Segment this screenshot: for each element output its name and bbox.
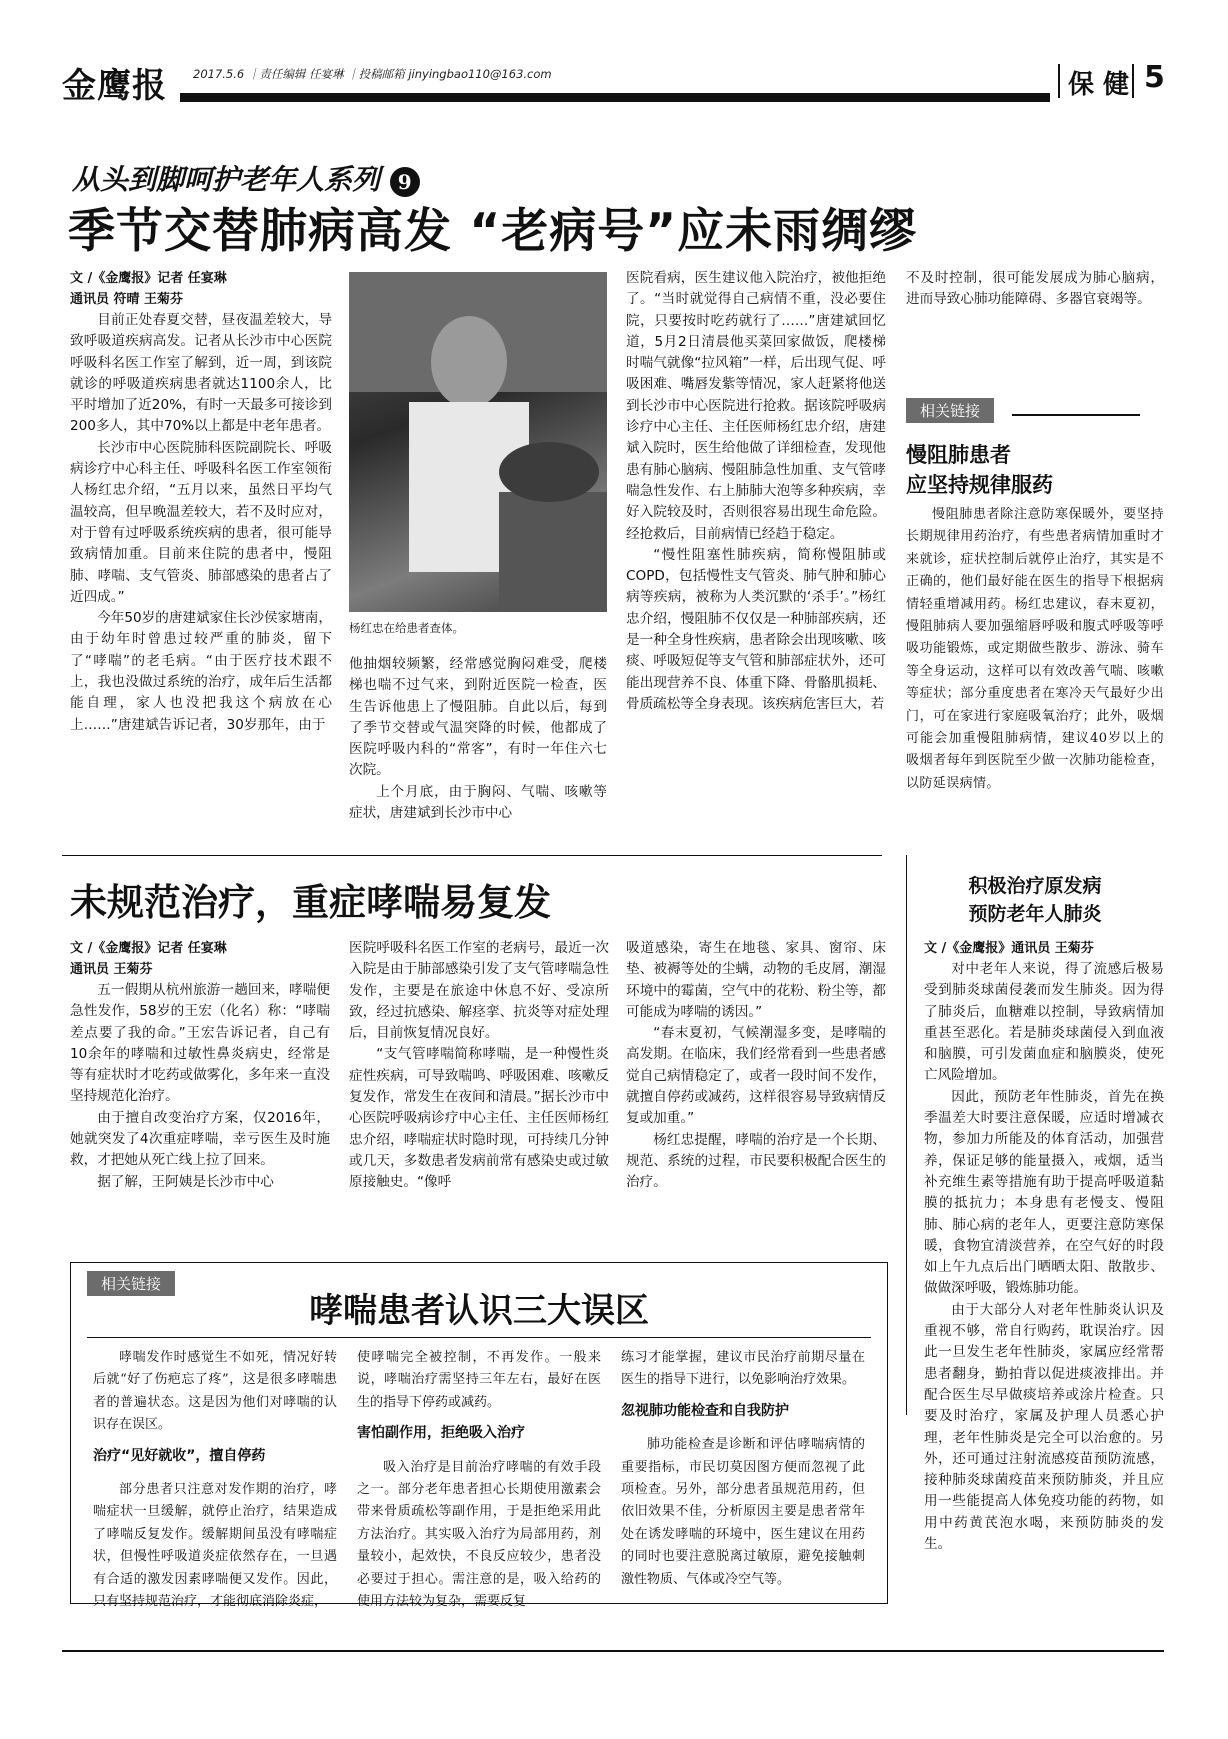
subhead: 忽视肺功能检查和自我防护: [621, 1402, 789, 1419]
sidebar1-title-line1: 慢阻肺患者: [906, 442, 1011, 467]
series-title: [72, 158, 420, 198]
paragraph: 五一假期从杭州旅游一趟回来，哮喘便急性发作，58岁的王宏（化名）称：“哮喘差点要了我的命。”王宏告诉记者，自己有10余年的哮喘和过敏性鼻炎病史，经常是等有症状时才吃药或做雾化，多年来一直没坚持规范化治疗。: [70, 982, 330, 1105]
sidebar2-title-line2: 预防老年人肺炎: [968, 903, 1102, 925]
sidebar2-title: [906, 872, 1164, 928]
subhead: 害怕副作用，拒绝吸入治疗: [357, 1425, 525, 1442]
paragraph: 今年50岁的唐建斌家住长沙侯家塘南，由于幼年时曾患过较严重的肺炎，留下了“哮喘”的老毛病。“由于医疗技术跟不上，我也没做过系统的治疗，成年后生活都能自理，家人也没把我这个病放在心上……”唐建斌告诉记者，30岁那年，由于: [70, 610, 332, 733]
main-headline: 季节交替肺病高发 “老病号”应未雨绸缪: [68, 204, 918, 259]
paragraph: 由于擅自改变治疗方案，仅2016年，她就突发了4次重症哮喘，幸亏医生及时施救，才把她从死亡线上拉了回来。: [70, 1109, 330, 1169]
paragraph: 吸入治疗是目前治疗哮喘的有效手段之一。部分老年患者担心长期使用激素会带来骨质疏松等副作用，于是拒绝采用此方法治疗。其实吸入治疗为局部用药，剂量较小，起效快，不良反应较少，患者没必要过于担心。需注意的是，吸入给药的使用方法较为复杂，需要反复: [357, 1459, 601, 1610]
sidebar1-body: [906, 504, 1164, 795]
paragraph: 练习才能掌握，建议市民治疗前期尽量在医生的指导下进行，以免影响治疗效果。: [621, 1350, 865, 1388]
main-column-3: [626, 268, 886, 715]
doctor-photo: [349, 272, 607, 612]
related-box-column-2: [357, 1347, 601, 1613]
sidebar2-title-line1: 积极治疗原发病: [968, 875, 1102, 897]
second-column-2: [349, 938, 609, 1194]
related-link-tag: 相关链接: [906, 398, 994, 423]
main-column-4: [906, 268, 1164, 311]
page-number: 5: [1144, 60, 1165, 95]
paragraph: 他抽烟较频繁，经常感觉胸闷难受，爬楼梯也喘不过气来，到附近医院一检查，医生告诉他患上了慢阻肺。自此以后，每到了季节交替或气温突降的时候，他都成了医院呼吸内科的“常客”，有时一年住六七次院。: [349, 656, 607, 779]
related-box-title-rule: [87, 1337, 871, 1338]
main-column-2: [349, 654, 607, 824]
section-divider: [62, 855, 882, 856]
main-byline-2: 通讯员 符晴 王菊芬: [70, 292, 184, 307]
paragraph: 部分患者只注意对发作期的治疗，哮喘症状一旦缓解，就停止治疗，结果造成了哮喘反复发作。缓解期间虽没有哮喘症状，但慢性呼吸道炎症依然存在，一旦遇有合适的激发因素哮喘便又发作。因此，只有坚持规范治疗，才能彻底消除炎症，: [93, 1482, 337, 1610]
related-link-tag: 相关链接: [87, 1271, 175, 1296]
paragraph: 目前正处春夏交替，昼夜温差较大，导致呼吸道疾病高发。记者从长沙市中心医院呼吸科名医工作室了解到，近一周，到该院就诊的呼吸道疾病患者就达1100余人，比平时增加了近20%，有时一天最多可接诊到200多人，其中70%以上都是中老年患者。: [70, 312, 332, 435]
second-headline: 未规范治疗，重症哮喘易复发: [70, 881, 551, 924]
masthead-logo: 金鹰报: [62, 66, 167, 106]
paragraph: “慢性阻塞性肺疾病，简称慢阻肺或COPD，包括慢性支气管炎、肺气肿和肺心病等疾病，被称为人类沉默的‘杀手’。”杨红忠介绍，慢阻肺不仅仅是一种肺部疾病，还是一种全身性疾病，患者除会出现咳嗽、咳痰、呼吸短促等支气管和肺部症状外，还可能出现营养不良、体重下降、骨骼肌损耗、骨质疏松等全身表现。该疾病危害巨大，若: [626, 546, 886, 712]
main-byline-1: 文 /《金鹰报》记者 任宴琳: [70, 271, 227, 286]
related-box-title: 哮喘患者认识三大误区: [309, 1291, 649, 1331]
second-column-1: [70, 938, 330, 1193]
masthead-rule: [180, 93, 1050, 102]
sidebar1-title: [906, 440, 1053, 500]
paragraph: “春末夏初，气候潮湿多变，是哮喘的高发期。在临床，我们经常看到一些患者感觉自己病情稳定了，或者一段时间不发作，就擅自停药或减药，这样很容易导致病情反复或加重。”: [626, 1025, 886, 1127]
series-label: 从头到脚呵护老年人系列: [72, 163, 381, 196]
paragraph: 医院呼吸科名医工作室的老病号，最近一次入院是由于肺部感染引发了支气管哮喘急性发作，主要是在旅途中休息不好、受凉所致，经过抗感染、解痉挛、抗炎等对症处理后，目前恢复情况良好。: [349, 940, 609, 1042]
second-byline-2: 通讯员 王菊芬: [70, 962, 153, 977]
paragraph: 据了解，王阿姨是长沙市中心: [97, 1173, 274, 1190]
series-number: 9: [390, 167, 420, 197]
sidebar1-tag: [906, 398, 994, 423]
sidebar1-title-line2: 应坚持规律服药: [906, 472, 1053, 497]
related-box-column-3: [621, 1347, 865, 1591]
paragraph: 使哮喘完全被控制，不再发作。一般来说，哮喘治疗需坚持三年左右，最好在医生的指导下停药或减药。: [357, 1350, 601, 1410]
sidebar1-tag-rule: [1012, 414, 1140, 416]
paragraph: 由于大部分人对老年性肺炎认识及重视不够，常自行购药，耽误治疗。因此一旦发生老年性肺炎，家属应经常帮患者翻身，勤拍背以促进痰液排出。并配合医生尽早做痰培养或涂片检查。只要及时治疗，家属及护理人员悉心护理，老年性肺炎是完全可以治愈的。另外，还可通过注射流感疫苗预防流感，接种肺炎球菌疫苗来预防肺炎，并且应用一些能提高人体免疫功能的药物，如用中药黄芪泡水喝，来预防肺炎的发生。: [924, 1301, 1164, 1553]
photo-illustration: [349, 272, 607, 612]
sidebar2-byline: 文 /《金鹰报》通讯员 王菊芬: [924, 941, 1094, 956]
paragraph: 上个月底，由于胸闷、气喘、咳嗽等症状，唐建斌到长沙市中心: [349, 783, 607, 822]
second-byline-1: 文 /《金鹰报》记者 任宴琳: [70, 941, 227, 956]
masthead-section: 保 健: [1068, 70, 1130, 100]
paragraph: 杨红忠提醒，哮喘的治疗是一个长期、规范、系统的过程，市民要积极配合医生的治疗。: [626, 1131, 886, 1191]
paragraph: 慢阻肺患者除注意防寒保暖外，要坚持长期规律用药治疗，有些患者病情加重时才来就诊，症状控制后就停止治疗，其实是不正确的，他们最好能在医生的指导下根据病情轻重增减用药。杨红忠建议，春末夏初，慢阻肺病人要加强缩唇呼吸和腹式呼吸等呼吸功能锻炼，或定期做些散步、游泳、骑车等全身运动，这样可以有效改善气喘、咳嗽等症状；部分重度患者在寒冷天气最好少出门，可在家进行家庭吸氧治疗；此外，吸烟可能会加重慢阻肺病情，建议40岁以上的吸烟者每年到医院至少做一次肺功能检查，以防延误病情。: [906, 507, 1164, 791]
sidebar2-border: [906, 855, 907, 1415]
paragraph: 长沙市中心医院肺科医院副院长、呼吸病诊疗中心科主任、呼吸科名医工作室领衔人杨红忠介绍，“五月以来，虽然日平均气温较高，但早晚温差较大，若不及时应对，对于曾有过呼吸系统疾病的患者，很可能导致病情加重。目前来住院的患者中，慢阻肺、哮喘、支气管炎、肺部感染的患者占了近四成。”: [70, 439, 332, 605]
paragraph: “支气管哮喘简称哮喘，是一种慢性炎症性疾病，可导致喘鸣、呼吸困难、咳嗽反复发作，常发生在夜间和清晨。”据长沙市中心医院呼吸病诊疗中心主任、主任医师杨红忠介绍，哮喘症状时隐时现，可持续几分钟或几天，多数患者发病前常有感染史或过敏原接触史。“像呼: [349, 1046, 609, 1191]
paragraph: 肺功能检查是诊断和评估哮喘病情的重要指标，市民切莫因图方便而忽视了此项检查。另外，部分患者虽规范用药，但依旧效果不佳，分析原因主要是患者常年处在诱发哮喘的环境中，医生建议在用药的同时也要注意脱离过敏原，避免接触刺激性物质、气体或冷空气等。: [621, 1437, 865, 1587]
bottom-rule: [62, 1650, 1164, 1652]
related-box: [70, 1262, 888, 1610]
paragraph: 吸道感染，寄生在地毯、家具、窗帘、床垫、被褥等处的尘螨，动物的毛皮屑，潮湿环境中的霉菌，空气中的花粉、粉尘等，都可能成为哮喘的诱因。”: [626, 940, 886, 1020]
paragraph: 对中老年人来说，得了流感后极易受到肺炎球菌侵袭而发生肺炎。因为得了肺炎后，血糖难以控制，导致病情加重甚至恶化。若是肺炎球菌侵入到血液和脑膜，可引发菌血症和脑膜炎，使死亡风险增加。: [924, 961, 1164, 1084]
second-column-3: [626, 938, 886, 1194]
paragraph: 哮喘发作时感觉生不如死，情况好转后就“好了伤疤忘了疼”，这是很多哮喘患者的普遍状态。这是因为他们对哮喘的认识存在误区。: [93, 1350, 337, 1433]
paragraph: 不及时控制，很可能发展成为肺心脑病，进而导致心肺功能障碍、多器官衰竭等。: [906, 270, 1164, 308]
main-column-1: [70, 268, 332, 736]
sidebar2-body: [924, 938, 1164, 1555]
paragraph: 因此，预防老年性肺炎，首先在换季温差大时要注意保暖，应适时增减衣物，参加力所能及的体育活动，加强营养，保证足够的能量摄入，戒烟，适当补充维生素等措施有助于提高呼吸道黏膜的抵抗力；本身患有老慢支、慢阻肺、肺心病的老年人，更要注意防寒保暖，食物宜清淡营养，在空气好的时段如上午九点后出门晒晒太阳、散散步、做做深呼吸，锻炼肺功能。: [924, 1088, 1164, 1297]
masthead-page-sep: [1132, 64, 1134, 98]
photo-caption: 杨红忠在给患者查体。: [349, 621, 464, 635]
masthead-info: 2017.5.6 ｜责任编辑 任宴琳 ｜投稿邮箱 jinyingbao110@163.com: [193, 67, 552, 81]
subhead: 治疗“见好就收”，擅自停药: [93, 1447, 266, 1464]
paragraph: 医院看病，医生建议他入院治疗，被他拒绝了。“当时就觉得自己病情不重，没必要住院，只要按时吃药就行了……”唐建斌回忆道，5月2日清晨他买菜回家做饭，爬楼梯时喘气就像“拉风箱”一样，后出现气促、呼吸困难、嘴唇发紫等情况，家人赶紧将他送到长沙市中心医院进行抢救。据该院呼吸病诊疗中心主任、主任医师杨红忠介绍，唐建斌入院时，医生给他做了详细检查，发现他患有肺心脑病、慢阻肺急性加重、支气管哮喘急性发作、右上肺肺大泡等多种疾病，幸好入院较及时，否则很容易出现生命危险。经抢救后，目前病情已经趋于稳定。: [626, 270, 886, 542]
masthead-section-sep: [1058, 64, 1060, 98]
related-box-column-1: [93, 1347, 337, 1613]
